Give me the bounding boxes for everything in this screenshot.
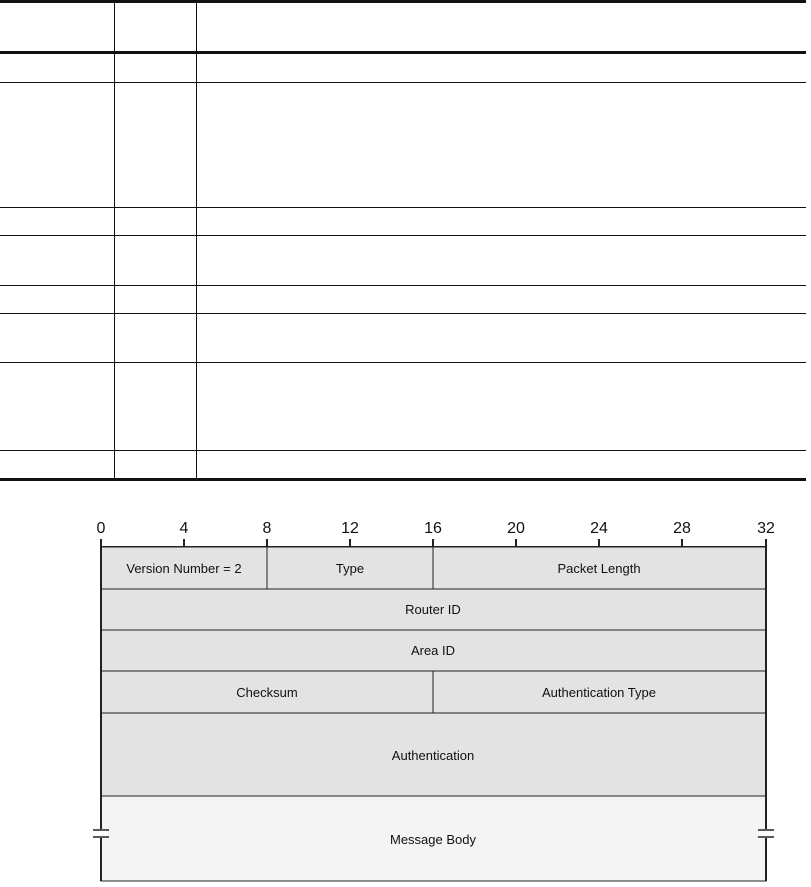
- bit-tick-label: 28: [673, 520, 691, 537]
- authentication-label: Authentication: [391, 748, 475, 763]
- message-body-label: Message Body: [390, 832, 476, 847]
- bit-tick-marks: [101, 539, 766, 547]
- auth-type-label: Authentication Type: [542, 685, 656, 700]
- bit-tick-label: 20: [507, 520, 525, 537]
- bit-tick-label: 0: [96, 520, 106, 537]
- type-label: Type: [335, 561, 365, 576]
- header-fields: [101, 547, 766, 881]
- packet-length-label: Packet Length: [557, 561, 641, 576]
- router-id-label: Router ID: [405, 602, 461, 617]
- bit-tick-label: 8: [262, 520, 272, 537]
- bit-scale: [97, 520, 775, 547]
- bit-tick-label: 16: [424, 520, 442, 537]
- bit-tick-labels: [97, 520, 775, 537]
- bit-tick-label: 32: [757, 520, 775, 537]
- bit-tick-label: 12: [341, 520, 359, 537]
- area-id-label: Area ID: [410, 643, 456, 658]
- version-label: Version Number = 2: [126, 561, 242, 576]
- checksum-label: Checksum: [236, 685, 298, 700]
- bit-tick-label: 24: [590, 520, 608, 537]
- bit-tick-label: 4: [179, 520, 189, 537]
